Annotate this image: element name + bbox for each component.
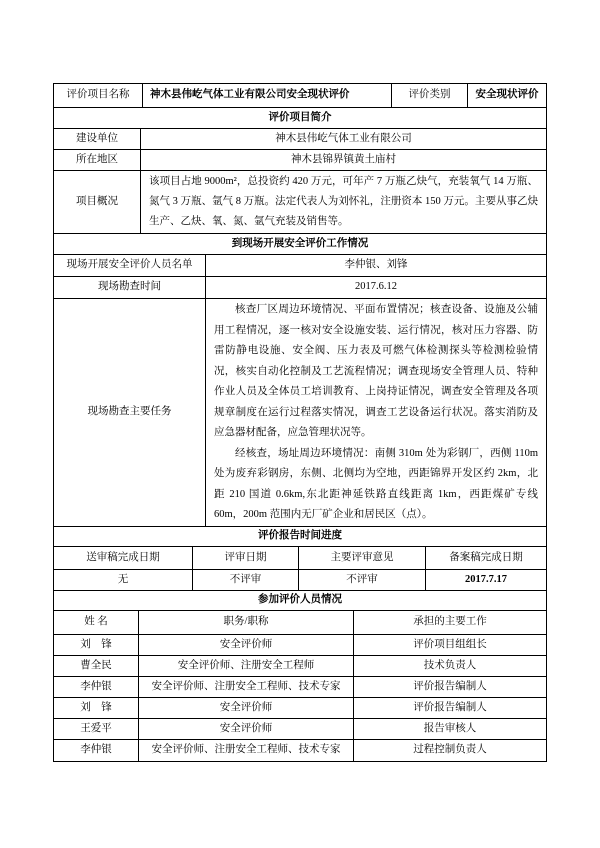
construction-unit-value: 神木县伟屹气体工业有限公司	[275, 132, 412, 144]
evaluation-form-table	[53, 83, 547, 762]
project-overview-label: 项目概况	[54, 171, 141, 233]
schedule-value-draft-date: 无	[54, 570, 193, 590]
section-site-work-title: 到现场开展安全评价工作情况	[231, 237, 369, 249]
participant-title: 安全评价师、注册安全工程师、技术专家	[139, 740, 354, 761]
participants-header-row	[54, 611, 546, 635]
participant-row	[54, 635, 546, 656]
survey-task-label: 现场勘查主要任务	[54, 299, 206, 526]
site-staff-row	[54, 255, 546, 277]
section-participants-title: 参加评价人员情况	[258, 594, 342, 606]
participant-role: 评价报告编制人	[413, 701, 487, 713]
section-participants-row	[54, 591, 546, 611]
participants-header-title: 职务/职称	[139, 611, 354, 634]
schedule-header-row	[54, 547, 546, 570]
schedule-value-review-opinion: 不评审	[299, 570, 426, 590]
schedule-header-review-opinion: 主要评审意见	[299, 547, 426, 569]
participant-name: 刘 锋	[54, 635, 139, 655]
schedule-value-row	[54, 570, 546, 591]
schedule-header-review-date: 评审日期	[193, 547, 299, 569]
project-overview-value: 该项目占地 9000m²，总投资约 420 万元，可年产 7 万瓶乙炔气，充装氧气 14 万瓶、氮气 3 万瓶、氩气 8 万瓶。法定代表人为刘怀礼，注册资本 150 万元。主要从事乙炔生产、乙炔、氧、氮、氩气充装及销售等。	[149, 176, 538, 227]
participant-title: 安全评价师	[139, 635, 354, 655]
survey-date-value: 2017.6.12	[355, 281, 397, 293]
schedule-header-draft-date: 送审稿完成日期	[54, 547, 193, 569]
participant-row	[54, 698, 546, 719]
participant-title: 安全评价师	[139, 719, 354, 739]
participant-title: 安全评价师、注册安全工程师、技术专家	[139, 677, 354, 697]
participant-row	[54, 677, 546, 698]
survey-task-row	[54, 299, 546, 527]
survey-task-value	[206, 299, 546, 526]
project-name-value: 神木县伟屹气体工业有限公司安全现状评价	[143, 84, 392, 107]
participant-row	[54, 719, 546, 740]
project-name-label: 评价项目名称	[54, 84, 143, 107]
project-header-row	[54, 84, 546, 108]
participant-name: 李仲银	[54, 740, 139, 761]
construction-unit-label: 建设单位	[54, 129, 141, 149]
participant-row	[54, 656, 546, 677]
location-row	[54, 150, 546, 171]
section-intro-title: 评价项目简介	[268, 111, 332, 123]
survey-task-paragraph-2: 经核查，场址周边环境情况：南侧 310m 处为彩钢厂，西侧 110m 处为废弃彩钢房，东侧、北侧均为空地，西距锦界开发区约 2km，北距 210 国道 0.6km,东北距神延铁路直线距离 1km，西距煤矿专线 60m，200m 范围内无厂矿企业和居民区（点）。	[214, 447, 538, 520]
participant-name: 刘 锋	[54, 698, 139, 718]
site-staff-value: 李仲银、刘锋	[344, 259, 408, 271]
section-schedule-title: 评价报告时间进度	[258, 530, 342, 542]
category-label: 评价类别	[392, 84, 468, 107]
participants-header-name: 姓 名	[54, 611, 139, 634]
participant-role: 评价报告编制人	[413, 680, 487, 692]
location-label: 所在地区	[54, 150, 141, 170]
participant-name: 李仲银	[54, 677, 139, 697]
participant-row	[54, 740, 546, 761]
site-staff-label: 现场开展安全评价人员名单	[54, 255, 206, 276]
participant-title: 安全评价师	[139, 698, 354, 718]
participant-name: 曹全民	[54, 656, 139, 676]
schedule-value-review-date: 不评审	[193, 570, 299, 590]
section-intro-row	[54, 108, 546, 129]
participants-header-role: 承担的主要工作	[413, 616, 487, 628]
section-schedule-row	[54, 527, 546, 547]
project-overview-row	[54, 171, 546, 234]
schedule-header-final-date: 备案稿完成日期	[449, 551, 523, 563]
participant-role: 评价项目组组长	[413, 638, 487, 650]
participant-role: 过程控制负责人	[413, 744, 487, 756]
category-value: 安全现状评价	[475, 89, 539, 101]
construction-unit-row	[54, 129, 546, 150]
participant-name: 王爱平	[54, 719, 139, 739]
survey-date-label: 现场勘查时间	[54, 277, 206, 298]
participant-role: 技术负责人	[423, 659, 477, 671]
survey-date-row	[54, 277, 546, 299]
participant-role: 报告审核人	[423, 722, 477, 734]
participant-title: 安全评价师、注册安全工程师	[139, 656, 354, 676]
section-site-work-row	[54, 234, 546, 255]
location-value: 神木县锦界镇黄土庙村	[291, 153, 396, 165]
survey-task-paragraph-1: 核查厂区周边环境情况、平面布置情况；核查设备、设施及公辅用工程情况，逐一核对安全设施安装、运行情况，核对压力容器、防雷防静电设施、安全阀、压力表及可燃气体检测探头等检测检验情况，核实自动化控制及工艺流程情况；调查现场安全管理人员、特种作业人员及全体员工培训教育、上岗持证情况，调查安全管理及各项规章制度在运行过程落实情况，调查工艺设备运行状况。落实消防及应急器材配备，应急管理状况等。	[214, 304, 538, 438]
schedule-value-final-date: 2017.7.17	[465, 573, 507, 585]
